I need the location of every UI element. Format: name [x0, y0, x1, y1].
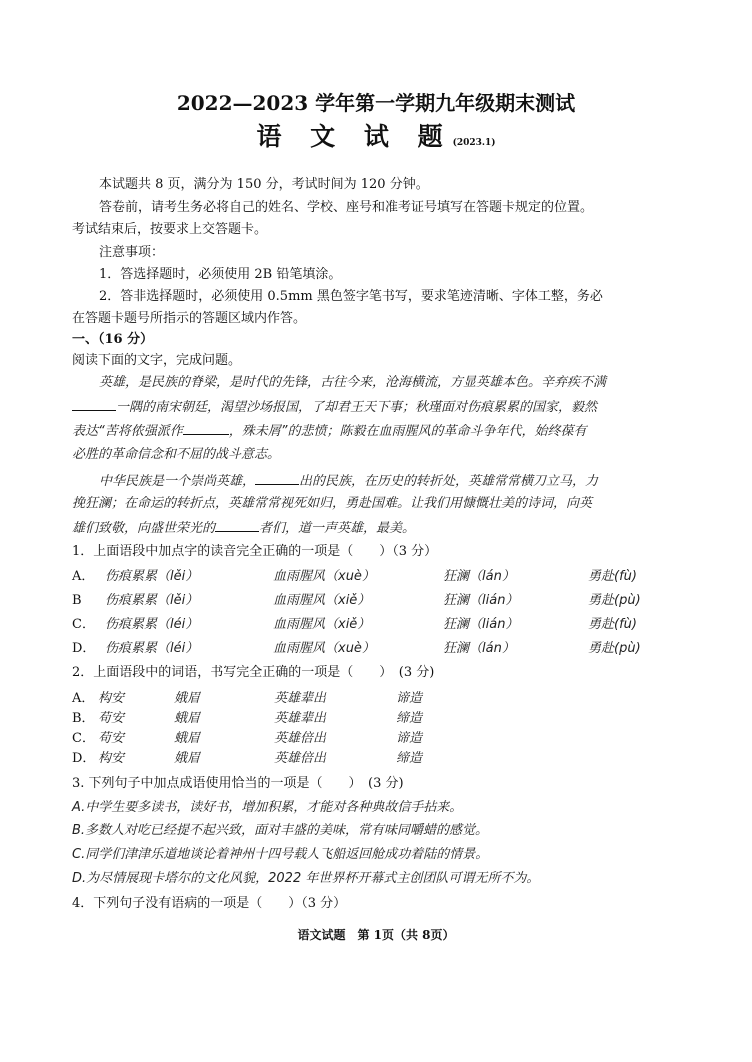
q2-option-word: 英雄倍出 — [274, 751, 327, 766]
passage-text: 出的民族，在历史的转折处，英雄常常横刀立马，力 — [299, 474, 599, 489]
q1-option-term: 伤痕累累（lěi） — [105, 593, 199, 608]
q1-option-term: 勇赴(fù) — [588, 617, 637, 632]
question-3-stem: 3. 下列句子中加点成语使用恰当的一项是（ ） (3 分) — [72, 776, 404, 791]
page-footer: 语文试题 第 1页（共 8页） — [297, 928, 455, 942]
intro-line-1: 本试题共 8 页，满分为 150 分，考试时间为 120 分钟。 — [99, 177, 429, 192]
exam-date: (2023.1) — [452, 138, 496, 148]
notice-rule-2b: 在答题卡题号所指示的答题区域内作答。 — [72, 311, 307, 326]
q3-option: D.为尽情展现卡塔尔的文化风貌，2022 年世界杯开幕式主创团队可谓无所不为。 — [72, 871, 540, 886]
exam-title: 2022—2023 学年第一学期九年级期末测试 — [176, 91, 576, 115]
q1-option-term: 勇赴(fù) — [588, 569, 637, 584]
q1-option-term: 狂澜（lán） — [443, 569, 515, 584]
q2-option-word: 英雄倍出 — [274, 731, 327, 746]
q3-option: C.同学们津津乐道地谈论着神州十四号载人飞船返回舱成功着陆的情景。 — [72, 847, 489, 862]
exam-subtitle — [0, 124, 752, 149]
q1-option-term: 血雨腥风（xiě） — [273, 617, 371, 632]
passage-p1-line-4: 必胜的革命信念和不屈的战斗意志。 — [72, 447, 281, 462]
passage-text: 中华民族是一个崇尚英雄， — [99, 474, 256, 489]
fill-blank — [72, 400, 116, 411]
q1-option-term: 狂澜（lián） — [443, 617, 519, 632]
q2-option-word: 缔造 — [396, 711, 423, 726]
question-1-stem: 1．上面语段中加点字的读音完全正确的一项是（ ）（3 分） — [72, 544, 438, 559]
q2-option-word: 蛾眉 — [174, 711, 201, 726]
passage-p1-line-1: 英雄，是民族的脊梁，是时代的先锋，古往今来，沧海横流，方显英雄本色。辛弃疾不满 — [99, 375, 607, 390]
q2-option-word: 苟安 — [98, 731, 125, 746]
q2-option-word: 谛造 — [396, 731, 423, 746]
q1-option-term: 伤痕累累（léi） — [105, 617, 199, 632]
q2-option-word: 缔造 — [396, 751, 423, 766]
reading-instruction: 阅读下面的文字，完成问题。 — [72, 353, 242, 368]
intro-line-2: 答卷前，请考生务必将自己的姓名、学校、座号和准考证号填写在答题卡规定的位置。 — [99, 200, 594, 215]
passage-text: 一隅的南宋朝廷，渴望沙场报国，了却君王天下事；秋瑾面对伤痕累累的国家，毅然 — [116, 400, 598, 415]
passage-text: 者们，道一声英雄，最美。 — [259, 521, 416, 536]
q1-option-term: 伤痕累累（lěi） — [105, 569, 199, 584]
q2-option-label: D． — [72, 751, 96, 766]
q1-option-label: B — [72, 593, 82, 608]
q2-option-word: 构安 — [98, 691, 125, 706]
q2-option-word: 娥眉 — [174, 691, 201, 706]
notice-heading: 注意事项： — [99, 245, 165, 260]
intro-line-3: 考试结束后，按要求上交答题卡。 — [72, 222, 268, 237]
passage-p2-line-1 — [99, 474, 598, 488]
q2-option-word: 蛾眉 — [174, 731, 201, 746]
q1-option-label: D． — [72, 641, 96, 656]
notice-rule-2a: 2．答非选择题时，必须使用 0.5mm 黑色签字笔书写，要求笔迹清晰、字体工整，务必 — [99, 289, 603, 304]
passage-text: 表达“苦将侬强派作 — [72, 424, 183, 439]
q1-option-label: A． — [72, 569, 95, 584]
q2-option-word: 英雄辈出 — [274, 691, 327, 706]
q1-option-label: C． — [72, 617, 95, 632]
q2-option-label: B． — [72, 711, 95, 726]
passage-p2-line-2: 挽狂澜；在命运的转折点，英雄常常视死如归，勇赴国难。让我们用慷慨壮美的诗词，向英 — [72, 496, 593, 511]
q3-option: B.多数人对吃已经提不起兴致，面对丰盛的美味，常有味同嚼蜡的感觉。 — [72, 823, 489, 838]
passage-p1-line-2 — [72, 400, 597, 414]
question-4-stem: 4．下列句子没有语病的一项是（ ）（3 分） — [72, 896, 347, 911]
q1-option-term: 血雨腥风（xiě） — [273, 593, 371, 608]
q2-option-word: 苟安 — [98, 711, 125, 726]
q3-option: A.中学生要多读书，读好书，增加积累，才能对各种典故信手拈来。 — [72, 800, 463, 815]
passage-p2-line-3 — [72, 521, 415, 535]
q1-option-term: 伤痕累累（léi） — [105, 641, 199, 656]
q1-option-term: 狂澜（lán） — [443, 641, 515, 656]
passage-p1-line-3 — [72, 424, 587, 438]
notice-rule-1: 1．答选择题时，必须使用 2B 铅笔填涂。 — [99, 267, 342, 282]
fill-blank — [255, 474, 299, 485]
q1-option-term: 血雨腥风（xuè） — [273, 569, 375, 584]
q1-option-term: 勇赴(pù) — [588, 593, 641, 608]
section-heading: 一、（16 分） — [72, 332, 154, 347]
q1-option-term: 狂澜（lián） — [443, 593, 519, 608]
q2-option-label: C． — [72, 731, 95, 746]
q2-option-word: 构安 — [98, 751, 125, 766]
q1-option-term: 勇赴(pù) — [588, 641, 641, 656]
subject-title: 语 文 试 题 — [256, 122, 453, 151]
q2-option-word: 娥眉 — [174, 751, 201, 766]
question-2-stem: 2．上面语段中的词语，书写完全正确的一项是（ ） (3 分) — [72, 665, 435, 680]
q2-option-label: A． — [72, 691, 95, 706]
q1-option-term: 血雨腥风（xuè） — [273, 641, 375, 656]
passage-text: 雄们致敬，向盛世荣光的 — [72, 521, 216, 536]
fill-blank — [215, 521, 259, 532]
passage-text: ，殊未屑”的悲愤；陈毅在血雨腥风的革命斗争年代，始终葆有 — [228, 424, 587, 439]
fill-blank — [183, 424, 229, 435]
q2-option-word: 英雄辈出 — [274, 711, 327, 726]
q2-option-word: 谛造 — [396, 691, 423, 706]
